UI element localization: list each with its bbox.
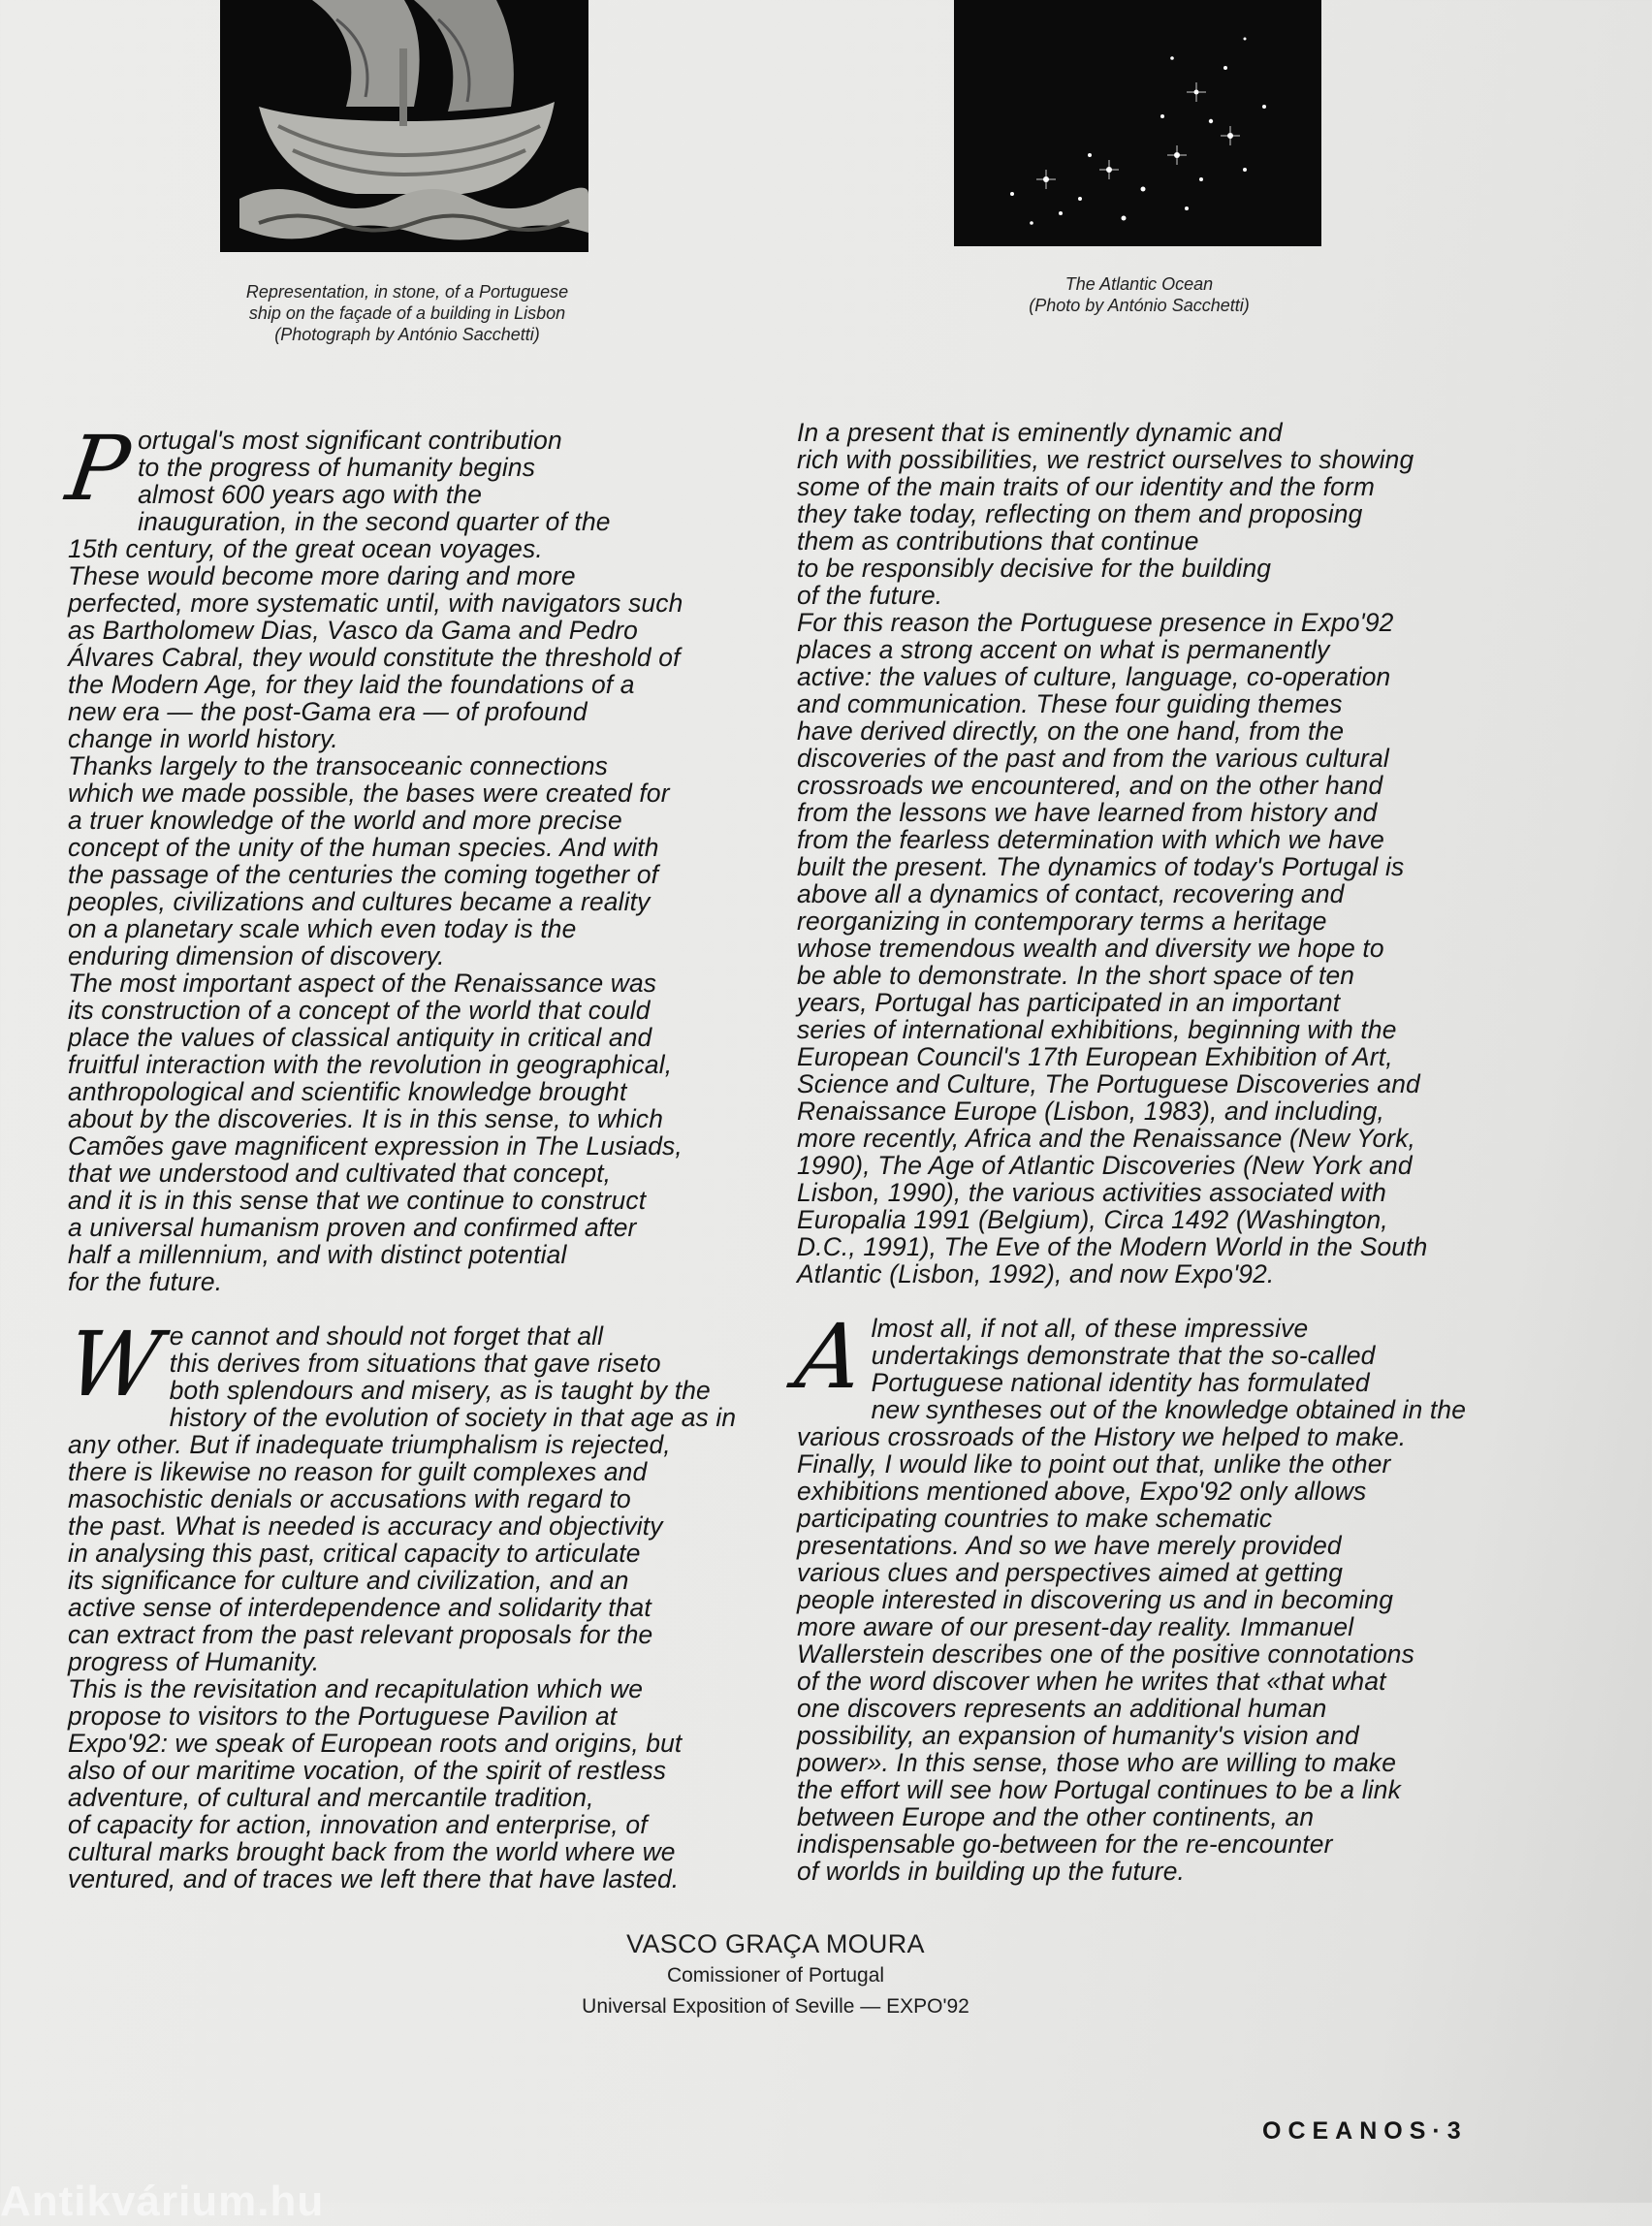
text-line: These would become more daring and more bbox=[68, 561, 576, 590]
text-line: new syntheses out of the knowledge obtained in the bbox=[871, 1395, 1467, 1424]
text-line: have derived directly, on the one hand, from the bbox=[797, 716, 1345, 746]
text-line: various crossroads of the History we helped to make. bbox=[797, 1422, 1407, 1451]
text-line: that we understood and cultivated that concept, bbox=[68, 1159, 612, 1188]
text-line: built the present. The dynamics of today's Portugal is bbox=[797, 852, 1405, 881]
text-line: peoples, civilizations and cultures became a reality bbox=[68, 887, 651, 916]
text-line: Álvares Cabral, they would constitute the threshold of bbox=[68, 643, 681, 672]
text-line: The most important aspect of the Renaissance was bbox=[68, 969, 657, 998]
text-line: also of our maritime vocation, of the spirit of restless bbox=[68, 1756, 667, 1785]
drop-cap: A bbox=[789, 1305, 870, 1409]
text-line: half a millennium, and with distinct potential bbox=[68, 1240, 567, 1269]
text-line: almost 600 years ago with the bbox=[138, 480, 483, 509]
text-line: Renaissance Europe (Lisbon, 1983), and including, bbox=[797, 1097, 1384, 1126]
author-title: Comissioner of Portugal bbox=[666, 1964, 885, 1987]
text-line: Camões gave magnificent expression in The Lusiads, bbox=[68, 1131, 683, 1161]
text-line: some of the main traits of our identity and the form bbox=[797, 472, 1376, 501]
text-line: indispensable go-between for the re-encounter bbox=[797, 1829, 1333, 1859]
text-line: D.C., 1991), The Eve of the Modern World in the South bbox=[797, 1232, 1428, 1261]
text-line: they take today, reflecting on them and proposing bbox=[797, 499, 1363, 528]
text-line: whose tremendous wealth and diversity we hope to bbox=[797, 934, 1384, 963]
text-line: perfected, more systematic until, with navigators such bbox=[68, 588, 683, 618]
text-line: places a strong accent on what is permanently bbox=[797, 635, 1330, 664]
text-line: enduring dimension of discovery. bbox=[68, 941, 445, 970]
text-line: Expo'92: we speak of European roots and origins, but bbox=[68, 1729, 683, 1758]
article-paragraph bbox=[68, 1675, 766, 1892]
text-line: adventure, of cultural and mercantile tradition, bbox=[68, 1783, 594, 1812]
text-line: Europalia 1991 (Belgium), Circa 1492 (Washington, bbox=[797, 1205, 1388, 1234]
text-line: them as contributions that continue bbox=[797, 526, 1199, 556]
text-line: Portuguese national identity has formulated bbox=[871, 1368, 1370, 1397]
text-line: 15th century, of the great ocean voyages. bbox=[68, 534, 543, 563]
text-line: e cannot and should not forget that all bbox=[169, 1321, 604, 1351]
article-paragraph bbox=[797, 419, 1485, 609]
article-left-column bbox=[60, 417, 766, 1893]
text-line: both splendours and misery, as is taught by the bbox=[169, 1376, 711, 1405]
text-line: For this reason the Portuguese presence in Expo'92 bbox=[797, 608, 1394, 637]
caption-line: Representation, in stone, of a Portuguese bbox=[245, 282, 569, 302]
text-line: ortugal's most significant contribution bbox=[138, 426, 562, 455]
text-line: This is the revisitation and recapitulation which we bbox=[68, 1674, 644, 1703]
article-paragraph bbox=[68, 970, 766, 1295]
author-signature bbox=[543, 1927, 1008, 2022]
section-gap bbox=[68, 1295, 766, 1322]
caption-line: (Photograph by António Sacchetti) bbox=[274, 325, 540, 344]
drop-cap: W bbox=[60, 1313, 168, 1416]
text-line: Science and Culture, The Portuguese Discoveries and bbox=[797, 1069, 1420, 1098]
ship-photo-caption bbox=[194, 281, 620, 345]
page-number: 3 bbox=[1446, 2117, 1468, 2145]
text-line: Finally, I would like to point out that, unlike the other bbox=[797, 1449, 1391, 1479]
text-line: Wallerstein describes one of the positive connotations bbox=[797, 1639, 1414, 1669]
text-line: new era — the post-Gama era — of profound bbox=[68, 697, 588, 726]
text-line: participating countries to make schematic bbox=[797, 1504, 1273, 1533]
text-line: its significance for culture and civilization, and an bbox=[68, 1566, 629, 1595]
ship-illustration bbox=[220, 0, 588, 252]
text-line: of the word discover when he writes that «that what bbox=[797, 1667, 1386, 1696]
caption-line: ship on the façade of a building in Lisbon bbox=[248, 303, 566, 323]
text-line: lmost all, if not all, of these impressive bbox=[871, 1314, 1309, 1343]
text-line: active: the values of culture, language, co-operation bbox=[797, 662, 1391, 691]
text-line: there is likewise no reason for guilt complexes and bbox=[68, 1457, 648, 1486]
text-line: from the lessons we have learned from history and bbox=[797, 798, 1378, 827]
text-line: be able to demonstrate. In the short space of ten bbox=[797, 961, 1355, 990]
article-section bbox=[789, 1305, 1485, 1886]
text-line: on a planetary scale which even today is the bbox=[68, 914, 577, 943]
text-line: between Europe and the other continents, an bbox=[797, 1802, 1315, 1831]
text-line: of capacity for action, innovation and enterprise, of bbox=[68, 1810, 648, 1839]
text-line: anthropological and scientific knowledge brought bbox=[68, 1077, 627, 1106]
ocean-photo-caption bbox=[931, 273, 1348, 316]
text-line: as Bartholomew Dias, Vasco da Gama and Pedro bbox=[68, 616, 638, 645]
text-line: change in world history. bbox=[68, 724, 338, 753]
text-line: the past. What is needed is accuracy and objectivity bbox=[68, 1511, 663, 1541]
text-line: in analysing this past, critical capacity to articulate bbox=[68, 1539, 641, 1568]
watermark: Antikvárium.hu bbox=[0, 2178, 325, 2225]
text-line: and communication. These four guiding themes bbox=[797, 689, 1343, 718]
text-line: people interested in discovering us and in becoming bbox=[797, 1585, 1394, 1614]
text-line: from the fearless determination with which we have bbox=[797, 825, 1384, 854]
atlantic-ocean-photo bbox=[954, 0, 1321, 246]
text-line: 1990), The Age of Atlantic Discoveries (New York and bbox=[797, 1151, 1413, 1180]
text-line: history of the evolution of society in that age as in bbox=[169, 1403, 737, 1432]
text-line: this derives from situations that gave riseto bbox=[169, 1349, 661, 1378]
text-line: of the future. bbox=[797, 581, 943, 610]
text-line: to the progress of humanity begins bbox=[138, 453, 536, 482]
text-line: which we made possible, the bases were created for bbox=[68, 779, 670, 808]
caption-line: (Photo by António Sacchetti) bbox=[1029, 296, 1250, 315]
text-line: presentations. And so we have merely provided bbox=[797, 1531, 1342, 1560]
ship-stone-photo bbox=[220, 0, 588, 252]
text-line: active sense of interdependence and solidarity that bbox=[68, 1593, 651, 1622]
text-line: masochistic denials or accusations with regard to bbox=[68, 1484, 631, 1513]
text-line: the effort will see how Portugal continues to be a link bbox=[797, 1775, 1401, 1804]
text-line: one discovers represents an additional human bbox=[797, 1694, 1327, 1723]
article-paragraph bbox=[789, 1305, 1485, 1886]
text-line: possibility, an expansion of humanity's vision and bbox=[797, 1721, 1359, 1750]
text-line: of worlds in building up the future. bbox=[797, 1857, 1186, 1886]
text-line: ventured, and of traces we left there that have lasted. bbox=[68, 1864, 680, 1893]
text-line: can extract from the past relevant proposals for the bbox=[68, 1620, 653, 1649]
text-line: above all a dynamics of contact, recovering and bbox=[797, 879, 1345, 908]
text-line: the passage of the centuries the coming together of bbox=[68, 860, 659, 889]
text-line: propose to visitors to the Portuguese Pavilion at bbox=[68, 1701, 618, 1731]
caption-line: The Atlantic Ocean bbox=[1064, 274, 1214, 294]
article-section bbox=[60, 1313, 766, 1893]
text-line: to be responsibly decisive for the building bbox=[797, 554, 1272, 583]
text-line: series of international exhibitions, beginning with the bbox=[797, 1015, 1397, 1044]
text-line: In a present that is eminently dynamic and bbox=[797, 418, 1283, 447]
text-line: European Council's 17th European Exhibition of Art, bbox=[797, 1042, 1393, 1071]
text-line: for the future. bbox=[68, 1267, 223, 1296]
text-line: a universal humanism proven and confirmed after bbox=[68, 1213, 637, 1242]
text-line: a truer knowledge of the world and more precise bbox=[68, 806, 622, 835]
article-right-column bbox=[789, 418, 1485, 1886]
article-paragraph bbox=[60, 417, 766, 753]
text-line: Thanks largely to the transoceanic connections bbox=[68, 751, 609, 780]
text-line: various clues and perspectives aimed at getting bbox=[797, 1558, 1344, 1587]
article-paragraph bbox=[60, 1313, 766, 1676]
drop-cap: P bbox=[60, 417, 136, 521]
text-line: fruitful interaction with the revolution in geographical, bbox=[68, 1050, 673, 1079]
text-line: place the values of classical antiquity in critical and bbox=[68, 1023, 652, 1052]
text-line: rich with possibilities, we restrict ourselves to showing bbox=[797, 445, 1414, 474]
text-line: discoveries of the past and from the various cultural bbox=[797, 744, 1389, 773]
page-footer bbox=[1262, 2117, 1468, 2146]
text-line: more aware of our present-day reality. Immanuel bbox=[797, 1612, 1354, 1641]
text-line: Atlantic (Lisbon, 1992), and now Expo'92. bbox=[797, 1259, 1275, 1288]
text-line: undertakings demonstrate that the so-called bbox=[871, 1341, 1376, 1370]
text-line: any other. But if inadequate triumphalism is rejected, bbox=[68, 1430, 671, 1459]
text-line: and it is in this sense that we continue to construct bbox=[68, 1186, 647, 1215]
text-line: Lisbon, 1990), the various activities associated with bbox=[797, 1178, 1386, 1207]
magazine-name: OCEANOS bbox=[1262, 2117, 1433, 2145]
article-section bbox=[797, 419, 1485, 1288]
text-line: inauguration, in the second quarter of the bbox=[138, 507, 611, 536]
text-line: concept of the unity of the human species. And with bbox=[68, 833, 659, 862]
text-line: more recently, Africa and the Renaissance (New York, bbox=[797, 1124, 1416, 1153]
text-line: progress of Humanity. bbox=[68, 1647, 320, 1676]
ocean-sparkles-illustration bbox=[954, 0, 1321, 246]
article-paragraph bbox=[68, 752, 766, 970]
text-line: power». In this sense, those who are willing to make bbox=[797, 1748, 1397, 1777]
text-line: reorganizing in contemporary terms a heritage bbox=[797, 906, 1327, 936]
author-name: VASCO GRAÇA MOURA bbox=[626, 1929, 925, 1958]
text-line: about by the discoveries. It is in this sense, to which bbox=[68, 1104, 664, 1133]
text-line: years, Portugal has participated in an important bbox=[797, 988, 1341, 1017]
text-line: exhibitions mentioned above, Expo'92 only allows bbox=[797, 1477, 1367, 1506]
text-line: the Modern Age, for they laid the foundations of a bbox=[68, 670, 635, 699]
article-paragraph bbox=[797, 609, 1485, 1288]
article-section bbox=[60, 417, 766, 1296]
text-line: cultural marks brought back from the world where we bbox=[68, 1837, 676, 1866]
text-line: crossroads we encountered, and on the other hand bbox=[797, 771, 1383, 800]
section-gap bbox=[797, 1288, 1485, 1315]
text-line: its construction of a concept of the world that could bbox=[68, 996, 651, 1025]
author-event: Universal Exposition of Seville — EXPO'92 bbox=[582, 1995, 969, 2018]
footer-separator: · bbox=[1432, 2117, 1447, 2145]
